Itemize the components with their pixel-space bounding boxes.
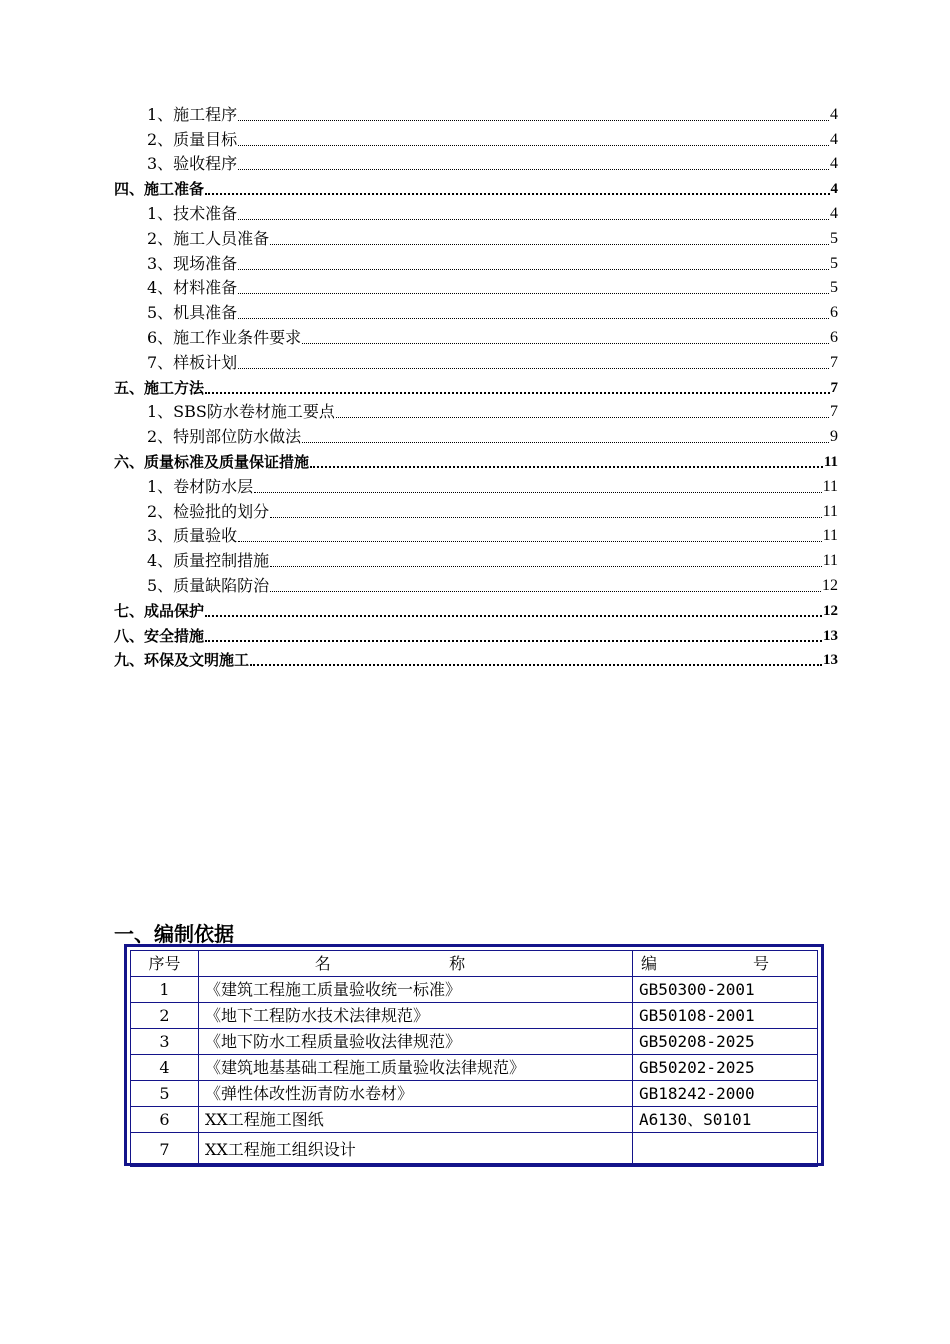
toc-entry-page: 5 xyxy=(830,229,838,247)
toc-entry[interactable] xyxy=(114,546,838,571)
toc-leader-dots xyxy=(238,356,829,369)
toc-leader-dots xyxy=(254,480,821,493)
toc-entry[interactable] xyxy=(114,199,838,224)
toc-entry-label: 六、质量标准及质量保证措施 xyxy=(114,452,310,471)
toc-leader-dots xyxy=(238,207,829,220)
toc-entry-page: 4 xyxy=(830,181,838,198)
table-of-contents xyxy=(114,100,838,670)
cell-code: GB50208-2025 xyxy=(633,1029,818,1055)
toc-entry-label: 3、质量验收 xyxy=(147,526,238,546)
toc-entry-label: 2、施工人员准备 xyxy=(147,228,270,248)
toc-entry[interactable] xyxy=(114,224,838,249)
header-code: 编 号 xyxy=(633,951,818,977)
toc-entry[interactable] xyxy=(114,174,838,199)
toc-entry[interactable] xyxy=(114,348,838,373)
toc-entry-label: 4、质量控制措施 xyxy=(147,551,270,571)
toc-leader-dots xyxy=(238,157,829,170)
toc-entry-page: 7 xyxy=(830,353,838,371)
toc-entry-label: 1、SBS防水卷材施工要点 xyxy=(147,402,335,422)
toc-entry-label: 3、现场准备 xyxy=(147,253,238,273)
cell-seq: 7 xyxy=(131,1133,199,1167)
cell-name: 《地下工程防水技术法律规范》 xyxy=(199,1003,633,1029)
toc-entry[interactable] xyxy=(114,373,838,398)
cell-seq: 4 xyxy=(131,1055,199,1081)
table-row xyxy=(131,1055,818,1081)
toc-entry[interactable] xyxy=(114,571,838,596)
toc-entry-label: 四、施工准备 xyxy=(114,180,205,199)
cell-code: A6130、S0101 xyxy=(633,1107,818,1133)
toc-entry-label: 2、特别部位防水做法 xyxy=(147,427,302,447)
cell-code: GB18242-2000 xyxy=(633,1081,818,1107)
table-row xyxy=(131,977,818,1003)
table-row xyxy=(131,1003,818,1029)
cell-name: 《弹性体改性沥青防水卷材》 xyxy=(199,1081,633,1107)
toc-entry-label: 6、施工作业条件要求 xyxy=(147,327,302,347)
toc-leader-dots xyxy=(336,405,829,418)
toc-entry-page: 12 xyxy=(823,602,838,619)
toc-entry-page: 11 xyxy=(822,527,838,545)
toc-entry-page: 11 xyxy=(822,552,838,570)
cell-name: 《建筑工程施工质量验收统一标准》 xyxy=(199,977,633,1003)
toc-entry-label: 1、技术准备 xyxy=(147,203,238,223)
toc-leader-dots xyxy=(250,652,822,666)
toc-leader-dots xyxy=(205,628,822,642)
toc-entry[interactable] xyxy=(114,100,838,125)
toc-entry[interactable] xyxy=(114,125,838,150)
toc-leader-dots xyxy=(238,529,821,542)
cell-seq: 5 xyxy=(131,1081,199,1107)
table-row xyxy=(131,1107,818,1133)
toc-entry-page: 13 xyxy=(823,652,838,669)
toc-entry-label: 1、卷材防水层 xyxy=(147,476,254,496)
toc-entry-page: 6 xyxy=(830,304,838,322)
toc-leader-dots xyxy=(270,505,821,518)
toc-entry-label: 1、施工程序 xyxy=(147,104,238,124)
table-row xyxy=(131,1029,818,1055)
toc-leader-dots xyxy=(238,257,829,270)
toc-entry-page: 11 xyxy=(822,477,838,495)
toc-leader-dots xyxy=(238,281,829,294)
section-title: 一、编制依据 xyxy=(114,922,234,946)
toc-leader-dots xyxy=(238,133,829,146)
toc-entry[interactable] xyxy=(114,472,838,497)
table-row xyxy=(131,1133,818,1167)
toc-entry[interactable] xyxy=(114,522,838,547)
toc-entry[interactable] xyxy=(114,150,838,175)
toc-entry-page: 4 xyxy=(830,105,838,123)
toc-entry-page: 7 xyxy=(830,379,838,396)
cell-seq: 2 xyxy=(131,1003,199,1029)
table-header-row xyxy=(131,951,818,977)
toc-leader-dots xyxy=(270,579,821,592)
toc-entry[interactable] xyxy=(114,497,838,522)
toc-entry-label: 5、质量缺陷防治 xyxy=(147,575,270,595)
toc-entry[interactable] xyxy=(114,621,838,646)
cell-code xyxy=(633,1133,818,1167)
toc-entry-page: 7 xyxy=(830,403,838,421)
toc-entry-page: 4 xyxy=(830,130,838,148)
toc-entry[interactable] xyxy=(114,323,838,348)
toc-leader-dots xyxy=(205,181,829,195)
reference-table xyxy=(130,950,818,1167)
toc-entry-label: 五、施工方法 xyxy=(114,378,205,397)
cell-seq: 3 xyxy=(131,1029,199,1055)
cell-code: GB50108-2001 xyxy=(633,1003,818,1029)
toc-entry[interactable] xyxy=(114,298,838,323)
toc-leader-dots xyxy=(270,554,821,567)
toc-entry-page: 4 xyxy=(830,155,838,173)
toc-entry-label: 2、检验批的划分 xyxy=(147,501,270,521)
cell-name: XX工程施工组织设计 xyxy=(199,1133,633,1167)
toc-entry[interactable] xyxy=(114,646,838,671)
toc-entry-page: 6 xyxy=(830,328,838,346)
table-row xyxy=(131,1081,818,1107)
toc-leader-dots xyxy=(205,603,822,617)
header-seq: 序号 xyxy=(131,951,199,977)
toc-leader-dots xyxy=(302,331,829,344)
toc-entry-label: 2、质量目标 xyxy=(147,129,238,149)
toc-entry-label: 7、样板计划 xyxy=(147,352,238,372)
toc-entry-label: 5、机具准备 xyxy=(147,303,238,323)
toc-entry-page: 5 xyxy=(830,279,838,297)
toc-leader-dots xyxy=(238,306,829,319)
toc-entry-label: 4、材料准备 xyxy=(147,278,238,298)
toc-entry-page: 12 xyxy=(822,576,838,594)
toc-leader-dots xyxy=(270,232,829,245)
toc-entry[interactable] xyxy=(114,447,838,472)
toc-leader-dots xyxy=(205,380,829,394)
toc-entry[interactable] xyxy=(114,422,838,447)
toc-leader-dots xyxy=(310,454,823,468)
toc-leader-dots xyxy=(302,430,829,443)
reference-table-frame xyxy=(124,944,824,1166)
toc-entry[interactable] xyxy=(114,596,838,621)
toc-entry-label: 九、环保及文明施工 xyxy=(114,651,250,670)
toc-entry-page: 4 xyxy=(830,204,838,222)
cell-seq: 1 xyxy=(131,977,199,1003)
cell-code: GB50202-2025 xyxy=(633,1055,818,1081)
cell-name: XX工程施工图纸 xyxy=(199,1107,633,1133)
toc-entry-page: 5 xyxy=(830,254,838,272)
toc-entry-page: 13 xyxy=(823,627,838,644)
header-name: 名 称 xyxy=(199,951,633,977)
toc-entry[interactable] xyxy=(114,398,838,423)
cell-seq: 6 xyxy=(131,1107,199,1133)
toc-entry-page: 9 xyxy=(830,428,838,446)
toc-entry-label: 七、成品保护 xyxy=(114,601,205,620)
cell-name: 《地下防水工程质量验收法律规范》 xyxy=(199,1029,633,1055)
cell-code: GB50300-2001 xyxy=(633,977,818,1003)
toc-entry[interactable] xyxy=(114,274,838,299)
toc-entry-page: 11 xyxy=(823,453,838,470)
cell-name: 《建筑地基基础工程施工质量验收法律规范》 xyxy=(199,1055,633,1081)
toc-entry-label: 八、安全措施 xyxy=(114,626,205,645)
toc-leader-dots xyxy=(238,108,829,121)
toc-entry-page: 11 xyxy=(822,502,838,520)
toc-entry[interactable] xyxy=(114,249,838,274)
toc-entry-label: 3、验收程序 xyxy=(147,154,238,174)
